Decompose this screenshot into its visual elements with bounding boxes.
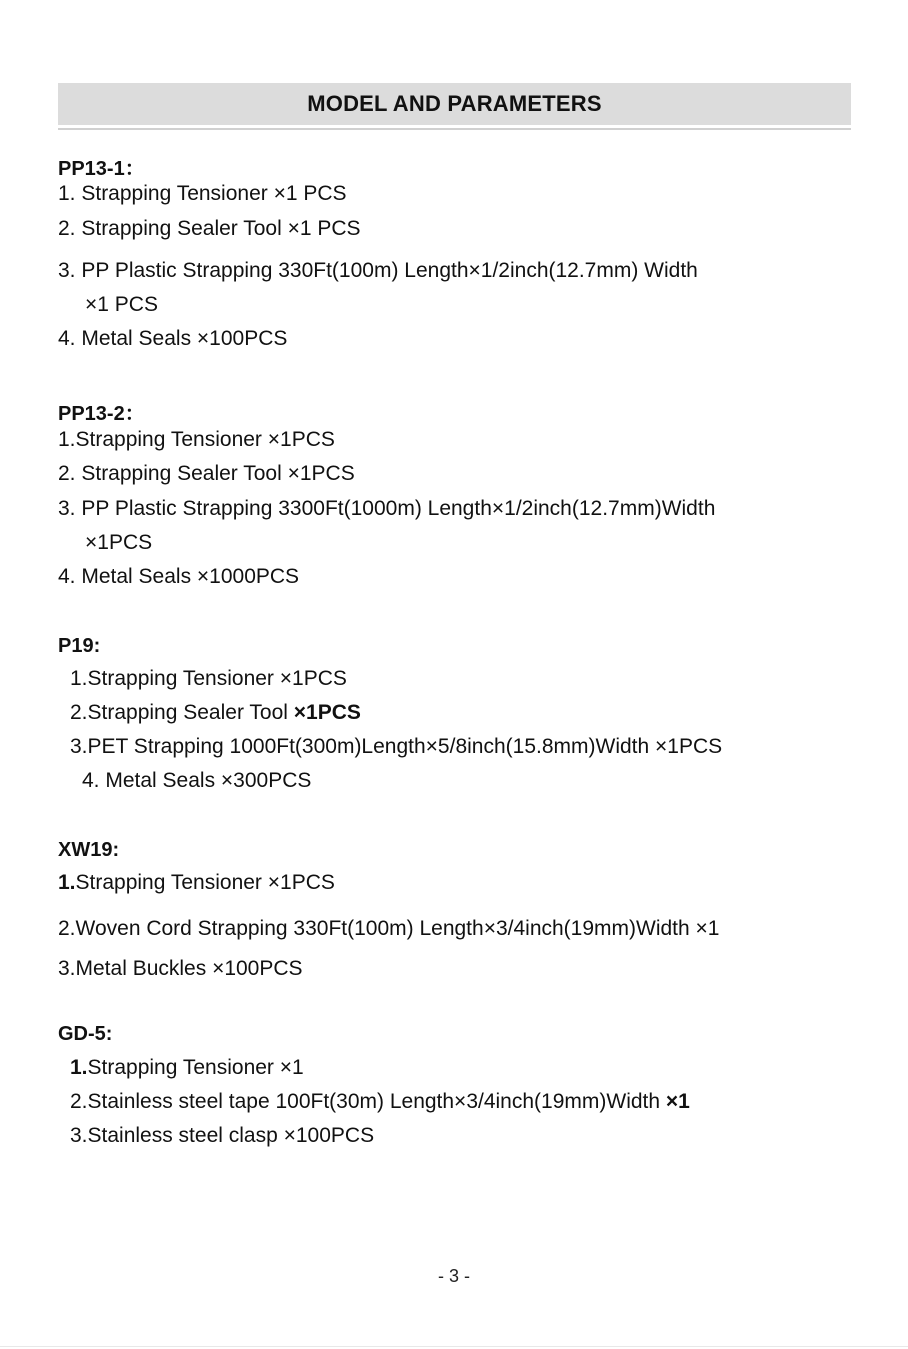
list-item-continuation: ×1 PCS — [85, 293, 158, 316]
page-number: - 3 - — [437, 1266, 470, 1286]
model-heading-pp13-2: PP13-2： — [58, 403, 145, 425]
list-item-text: 2.Stainless steel tape 100Ft(30m) Length×3/4inch(19mm)Width — [70, 1090, 666, 1113]
list-item: 1.Strapping Tensioner ×1PCS — [58, 428, 335, 451]
list-item: 3.Metal Buckles ×100PCS — [58, 957, 303, 980]
list-item: 1. Strapping Tensioner ×1 PCS — [58, 182, 347, 205]
model-heading-pp13-1: PP13-1： — [58, 158, 145, 180]
header-divider — [58, 128, 851, 130]
list-item-number: 1. — [58, 871, 76, 894]
list-item: 3.Stainless steel clasp ×100PCS — [70, 1124, 375, 1147]
list-item-text: 2.Strapping Sealer Tool — [70, 701, 294, 724]
model-heading-p19: P19: — [58, 635, 101, 657]
section-header-bar — [58, 83, 851, 125]
list-item: 2.Woven Cord Strapping 330Ft(100m) Length×3/4inch(19mm)Width ×1 — [58, 917, 720, 940]
bottom-edge-line — [0, 1346, 908, 1347]
page-title: MODEL AND PARAMETERS — [307, 91, 602, 116]
list-item: 3. PP Plastic Strapping 3300Ft(1000m) Length×1/2inch(12.7mm)Width — [58, 497, 716, 520]
list-item-quantity: ×1 — [665, 1090, 690, 1113]
list-item: 4. Metal Seals ×100PCS — [58, 327, 288, 350]
list-item: 2. Strapping Sealer Tool ×1 PCS — [58, 217, 361, 240]
model-heading-gd-5: GD-5: — [58, 1023, 113, 1045]
list-item: 3. PP Plastic Strapping 330Ft(100m) Length×1/2inch(12.7mm) Width — [58, 259, 698, 282]
list-item: 1.Strapping Tensioner ×1PCS — [70, 667, 347, 690]
list-item-quantity: ×1PCS — [293, 701, 361, 724]
list-item: 4. Metal Seals ×300PCS — [82, 769, 312, 792]
list-item-text: Strapping Tensioner ×1PCS — [75, 871, 335, 894]
list-item — [70, 701, 361, 725]
list-item-text: Strapping Tensioner ×1 — [87, 1056, 304, 1079]
list-item — [70, 1090, 690, 1114]
list-item — [58, 871, 335, 895]
list-item: 4. Metal Seals ×1000PCS — [58, 565, 300, 588]
model-heading-xw19: XW19: — [58, 839, 120, 861]
list-item: 2. Strapping Sealer Tool ×1PCS — [58, 462, 355, 485]
list-item-continuation: ×1PCS — [85, 531, 153, 554]
list-item: 3.PET Strapping 1000Ft(300m)Length×5/8inch(15.8mm)Width ×1PCS — [70, 735, 723, 758]
list-item-number: 1. — [70, 1056, 88, 1079]
list-item — [70, 1056, 304, 1080]
